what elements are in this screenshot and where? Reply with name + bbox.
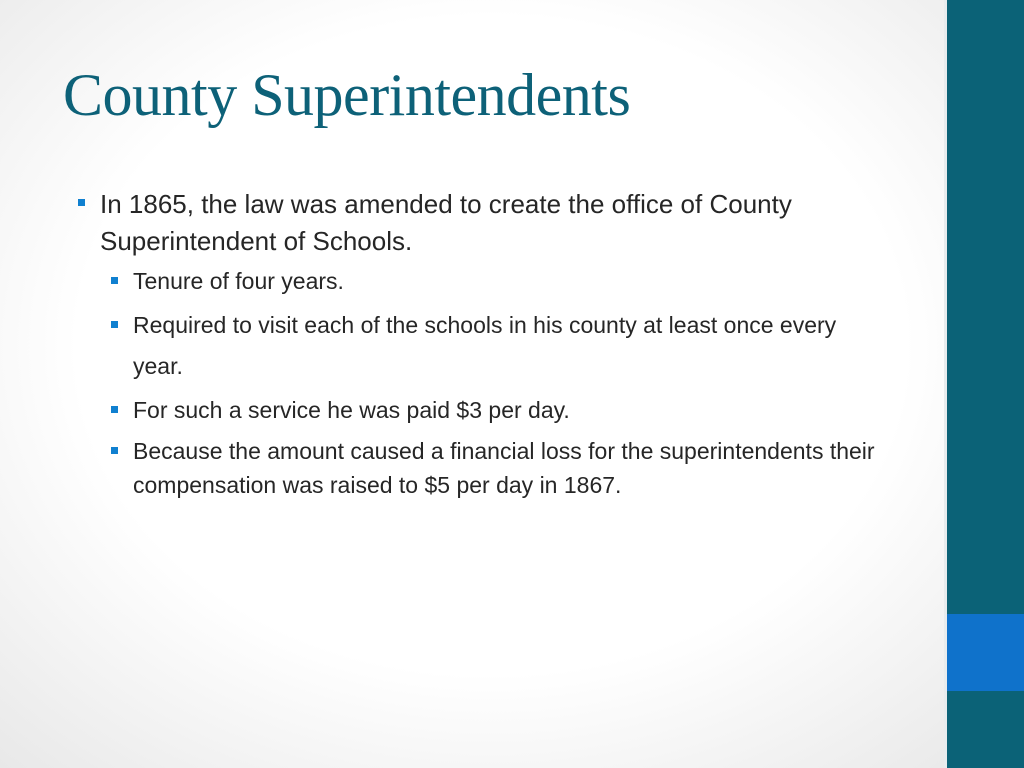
square-bullet-icon	[78, 199, 85, 206]
square-bullet-icon	[111, 447, 118, 454]
sub-bullet-item	[111, 264, 878, 298]
square-bullet-icon	[111, 277, 118, 284]
bullet-text: In 1865, the law was amended to create the office of County Superintendent of Schools.	[100, 189, 792, 256]
sub-bullet-item	[111, 434, 878, 502]
square-bullet-icon	[111, 321, 118, 328]
slide-body	[78, 186, 878, 502]
bullet-item	[78, 186, 878, 260]
sub-bullet-text: Required to visit each of the schools in his county at least once every year.	[133, 312, 837, 379]
sub-bullet-item	[111, 393, 878, 427]
sub-bullet-text: Tenure of four years.	[133, 268, 344, 294]
square-bullet-icon	[111, 406, 118, 413]
slide-title: County Superintendents	[63, 62, 631, 128]
side-bar-accent	[947, 614, 1024, 691]
sub-bullet-text: For such a service he was paid $3 per day.	[133, 397, 570, 423]
sub-bullet-text: Because the amount caused a financial loss for the superintendents their compensation was raised to $5 per day in 1867.	[133, 438, 875, 498]
sub-bullet-item	[111, 305, 878, 387]
